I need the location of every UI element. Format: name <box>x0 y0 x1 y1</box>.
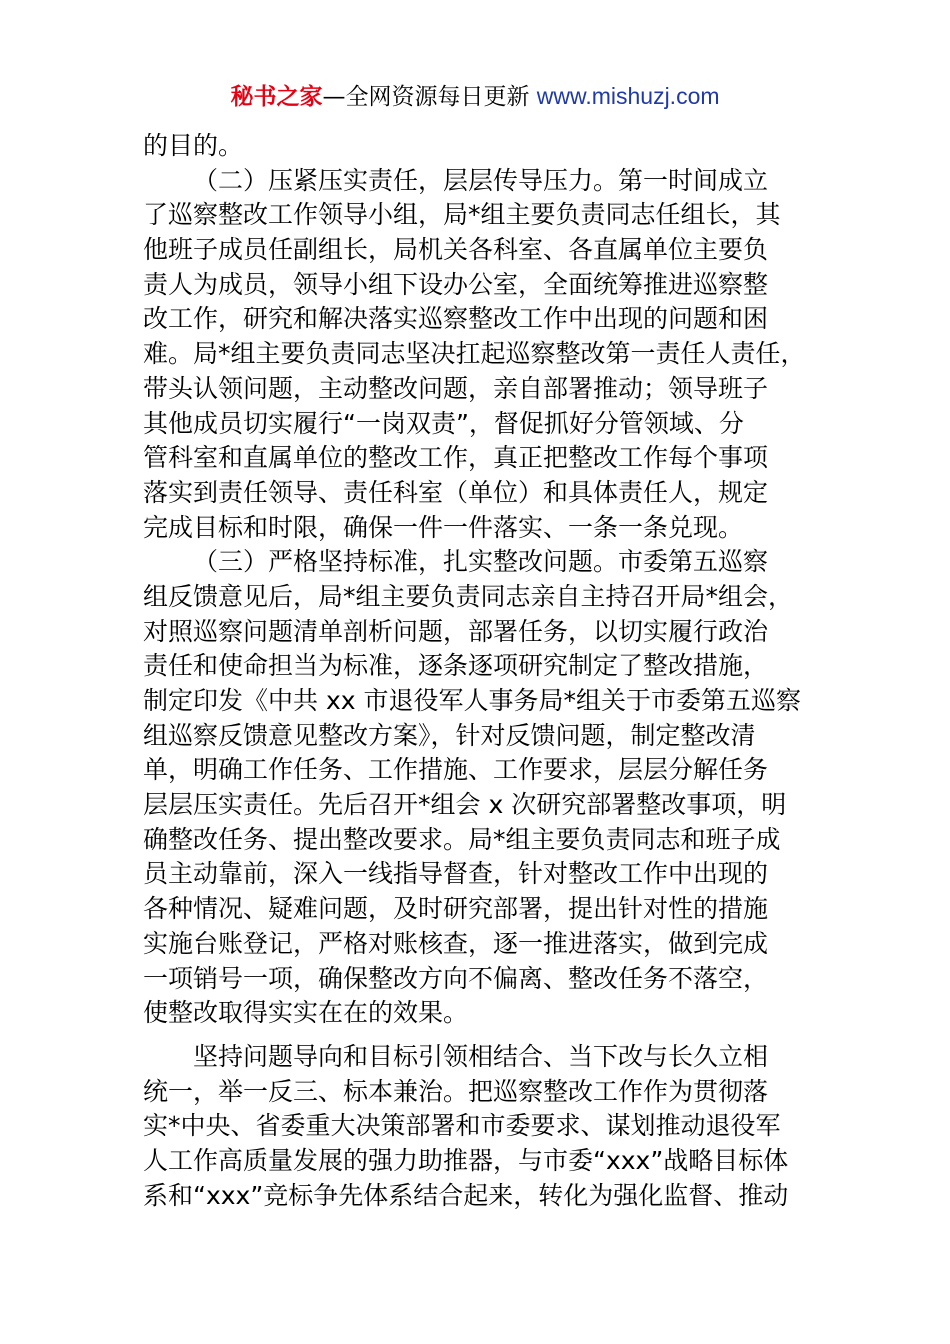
paragraph-gap <box>143 1031 823 1040</box>
text-line: 各种情况、疑难问题，及时研究部署，提出针对性的措施 <box>143 894 769 924</box>
text-line: 人工作高质量发展的强力助推器，与市委“xxx”战略目标体 <box>143 1145 789 1175</box>
text-line: 员主动靠前，深入一线指导督查，针对整改工作中出现的 <box>143 859 769 889</box>
text-line: 组巡察反馈意见整改方案》，针对反馈问题，制定整改清 <box>143 720 756 750</box>
text-line: （三）严格坚持标准，扎实整改问题。市委第五巡察 <box>193 547 769 577</box>
site-brand: 秘书之家 <box>230 84 323 110</box>
text-line: 一项销号一项，确保整改方向不偏离、整改任务不落空， <box>143 963 769 993</box>
text-line: 他班子成员任副组长，局机关各科室、各直属单位主要负 <box>143 235 769 265</box>
text-line: 的目的。 <box>143 131 244 160</box>
text-line: 责任和使命担当为标准，逐条逐项研究制定了整改措施， <box>143 651 769 681</box>
text-line: 落实到责任领导、责任科室（单位）和具体责任人，规定 <box>143 477 769 507</box>
site-tagline: —全网资源每日更新 <box>322 84 537 110</box>
text-line: （二）压紧压实责任，层层传导压力。第一时间成立 <box>193 165 769 195</box>
text-line: 改工作，研究和解决落实巡察整改工作中出现的问题和困 <box>143 304 769 334</box>
text-line: 统一，举一反三、标本兼治。把巡察整改工作作为贯彻落 <box>143 1076 769 1106</box>
document-body <box>143 129 823 1213</box>
text-line: 责人为成员，领导小组下设办公室，全面统筹推进巡察整 <box>143 269 769 299</box>
text-line: 确整改任务、提出整改要求。局*组主要负责同志和班子成 <box>143 824 781 854</box>
text-line: 管科室和直属单位的整改工作，真正把整改工作每个事项 <box>143 443 769 473</box>
site-header <box>0 80 950 113</box>
text-line: 了巡察整改工作领导小组，局*组主要负责同志任组长，其 <box>143 200 781 230</box>
site-url[interactable]: www.mishuzj.com <box>536 83 720 109</box>
text-line: 组反馈意见后，局*组主要负责同志亲自主持召开局*组会， <box>143 581 794 611</box>
text-line: 制定印发《中共 xx 市退役军人事务局*组关于市委第五巡察 <box>143 686 801 715</box>
text-line: 单，明确工作任务、工作措施、工作要求，层层分解任务 <box>143 755 769 785</box>
text-line: 完成目标和时限，确保一件一件落实、一条一条兑现。 <box>143 512 744 542</box>
text-line: 实*中央、省委重大决策部署和市委要求、谋划推动退役军 <box>143 1111 781 1141</box>
text-line: 层层压实责任。先后召开*组会 x 次研究部署整改事项，明 <box>143 790 787 820</box>
text-line: 坚持问题导向和目标引领相结合、当下改与长久立相 <box>193 1041 769 1071</box>
text-line: 实施台账登记，严格对账核查，逐一推进落实，做到完成 <box>143 928 769 958</box>
text-line: 使整改取得实实在在的效果。 <box>143 998 469 1028</box>
text-line: 难。局*组主要负责同志坚决扛起巡察整改第一责任人责任， <box>143 339 806 369</box>
text-line: 对照巡察问题清单剖析问题，部署任务，以切实履行政治 <box>143 616 769 646</box>
text-line: 带头认领问题，主动整改问题，亲自部署推动；领导班子 <box>143 373 769 403</box>
text-line: 系和“xxx”竞标争先体系结合起来，转化为强化监督、推动 <box>143 1180 789 1210</box>
text-line: 其他成员切实履行“一岗双责”，督促抓好分管领域、分 <box>143 408 744 438</box>
